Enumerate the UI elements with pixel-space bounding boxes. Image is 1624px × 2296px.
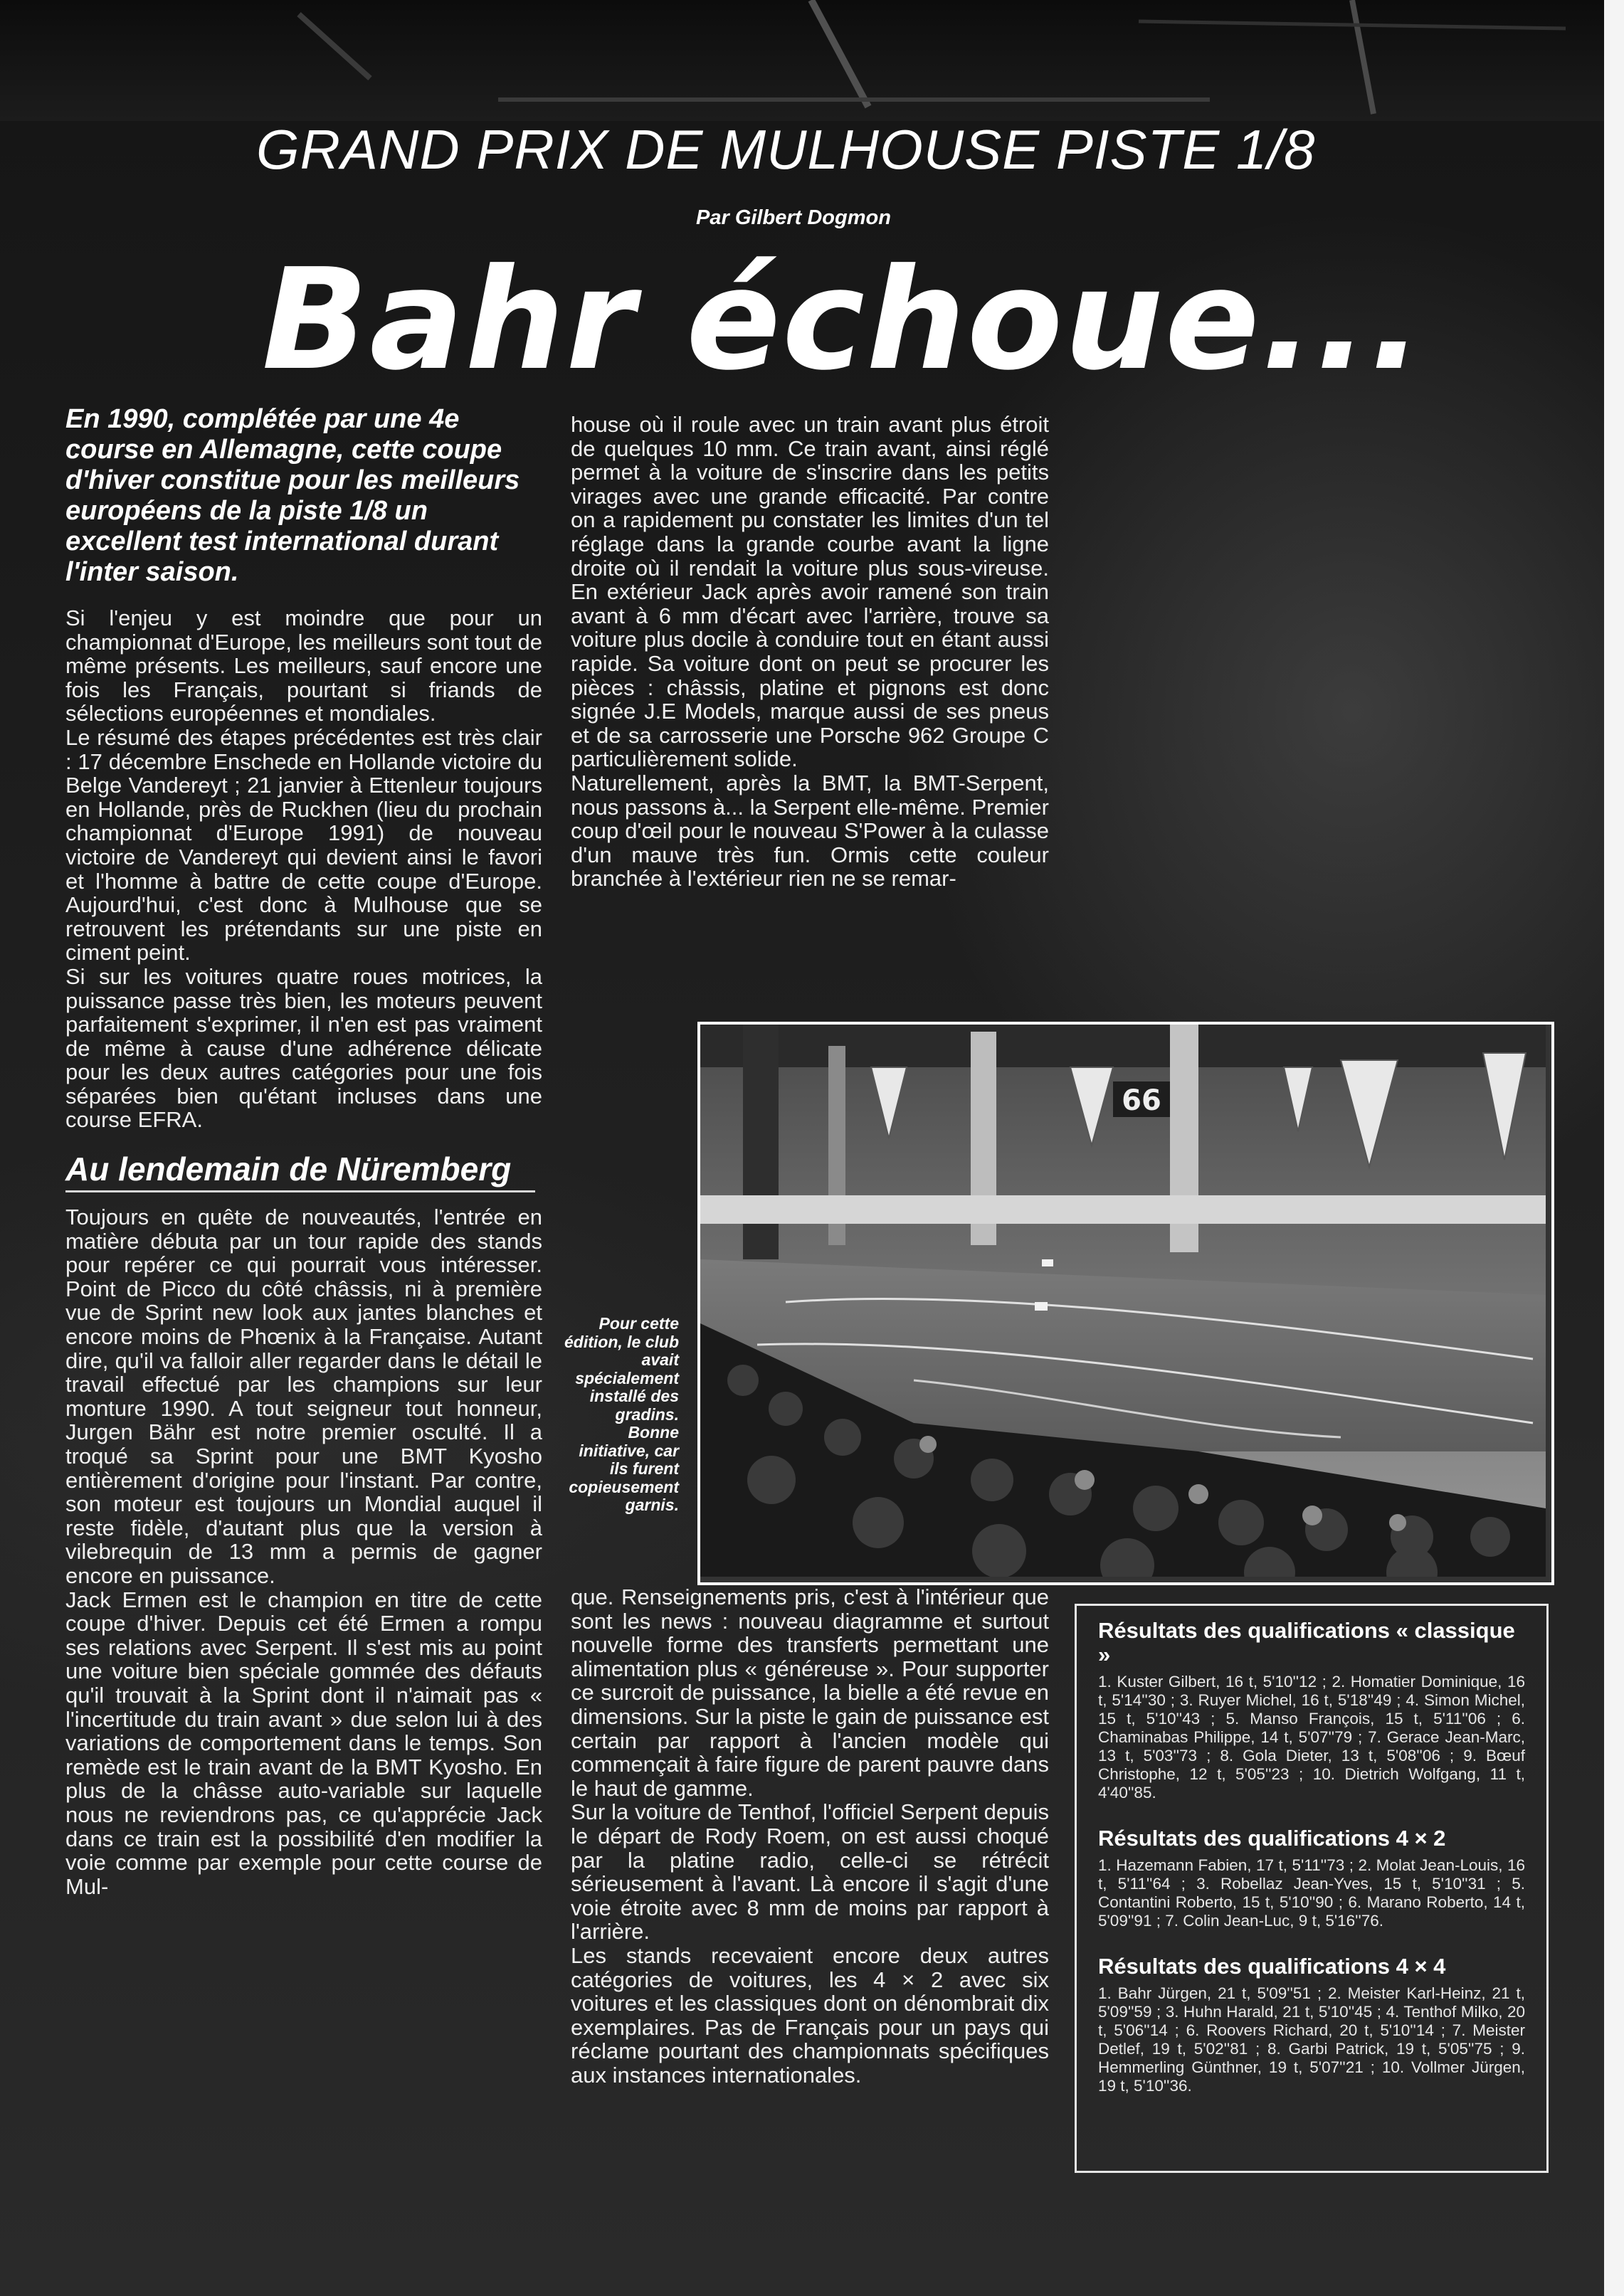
results-body-4x2: 1. Hazemann Fabien, 17 t, 5'11''73 ; 2. Molat Jean-Louis, 16 t, 5'11''64 ; 3. Robellaz Jean-Yves, 15 t, 5'10''31 ; 5. Contantini Roberto, 15 t, 5'10''90 ; 6. Marano Roberto, 14 t, 5'09''91 ; 7. Colin Jean-Luc, 9 t, 5'16''76. <box>1098 1856 1525 1930</box>
article-kicker: GRAND PRIX DE MULHOUSE PISTE 1/8 <box>256 118 1316 181</box>
photo-caption: Pour cette édition, le club avait spécialement installé des gradins. Bonne initiative, car ils furent copieusement garnis. <box>564 1314 679 1514</box>
race-hall-photo <box>697 1022 1554 1585</box>
paragraph: que. Renseignements pris, c'est à l'intérieur que sont les news : nouveau diagramme et surtout nouvelle forme des transferts permettant une alimentation plus « généreuse ». Pour supporter ce surcroit de puissance, la bielle a été revue en dimensions. Sur la piste le gain de puissance est certain par rapport à l'ancien modèle qui commençait à faire figure de parent pauvre dans le haut de gamme. <box>571 1585 1049 1801</box>
left-body-text <box>65 606 542 1132</box>
article-byline: Par Gilbert Dogmon <box>696 206 891 229</box>
paragraph: Le résumé des étapes précédentes est très clair : 17 décembre Enschede en Hollande victoire du Belge Vandereyt ; 21 janvier à Ettenleur toujours en Hollande, près de Ruckhen (lieu du prochain championnat d'Europe 1991) de nouveau victoire de Vandereyt qui devient ainsi le favori et l'homme à battre de cette coupe d'Europe. Aujourd'hui, c'est donc à Mulhouse que se retrouvent les prétendants sur une piste en ciment peint. <box>65 724 542 966</box>
article-headline: Bahr échoue... <box>262 239 1425 401</box>
paragraph: house où il roule avec un train avant plus étroit de quelques 10 mm. Ce train avant, ainsi réglé permet à la voiture de s'inscrire dans les petits virages avec une grande efficacité. Par contre on a rapidement pu constater les limites d'un tel réglage dans la grande courbe avant la ligne droite où il rendait la voiture plus sous-vireuse. En extérieur Jack après avoir ramené son train avant à 6 mm d'écart avec l'arrière, trouve sa voiture plus docile à conduire tout en étant aussi rapide. Sa voiture dont on peut se procurer les pièces : châssis, platine et pignons est donc signée J.E Models, marque aussi de ses pneus et de sa carrosserie une Porsche 962 Groupe C particulièrement solide. <box>571 412 1049 772</box>
results-title-classique: Résultats des qualifications « classique » <box>1098 1618 1515 1667</box>
results-title-4x2: Résultats des qualifications 4 × 2 <box>1098 1826 1446 1851</box>
middle-column-bottom <box>571 1585 1049 2087</box>
number-banner <box>1113 1081 1170 1117</box>
results-box <box>1075 1604 1549 2173</box>
results-body-classique: 1. Kuster Gilbert, 16 t, 5'10''12 ; 2. Homatier Dominique, 16 t, 5'14''30 ; 3. Ruyer Michel, 16 t, 5'18''49 ; 4. Simon Michel, 15 t, 5'10''43 ; 5. Manso François, 15 t, 5'11''06 ; 6. Chaminabas Philippe, 14 t, 5'07''79 ; 7. Gerace Jean-Marc, 13 t, 5'03''73 ; 8. Gola Dieter, 13 t, 5'08''06 ; 9. Bœuf Christophe, 12 t, 5'05''23 ; 10. Dietrich Wolfgang, 11 t, 4'40''85. <box>1098 1673 1525 1802</box>
paragraph: Sur la voiture de Tenthof, l'officiel Serpent depuis le départ de Rody Roem, on est aussi choqué par la platine radio, celle-ci se rétrécit sérieusement à l'avant. Là encore il s'agit d'une voie étroite avec 8 mm de moins par rapport à l'arrière. <box>571 1799 1049 1945</box>
hall-ceiling-background <box>0 0 1604 121</box>
middle-column-top <box>571 413 1049 891</box>
left-column <box>65 404 542 1898</box>
paragraph: Naturellement, après la BMT, la BMT-Serpent, nous passons à... la Serpent elle-même. Premier coup d'œil pour le nouveau S'Power à la culasse d'un mauve très fun. Ormis cette couleur branchée à l'extérieur rien ne se remar- <box>571 770 1049 892</box>
paragraph: Les stands recevaient encore deux autres catégories de voitures, les 4 × 2 avec six voitures et les classiques dont on dénombrait dix exemplaires. Pas de Français pour un pays qui réclame pourtant des championnats spécifiques aux instances internationales. <box>571 1942 1049 2088</box>
race-track-illustration <box>700 1025 1546 1577</box>
article-lead: En 1990, complétée par une 4e course en Allemagne, cette coupe d'hiver constitue pour les meilleurs européens de la piste 1/8 un excellent test international durant l'inter saison. <box>65 404 520 587</box>
section-subhead: Au lendemain de Nüremberg <box>65 1150 535 1192</box>
paragraph: Toujours en quête de nouveautés, l'entrée en matière débuta par un tour rapide des stands pour repérer ce qui pourrait vous intéresser. Point de Picco du côté châssis, ni à première vue de Sprint new look aux jantes blanches et encore moins de Phœnix à la Française. Autant dire, qu'il va falloir aller regarder dans le détail le travail effectué par les champions sur leur monture 1990. A tout seigneur tout honneur, Jurgen Bähr est notre premier osculté. Il a troqué sa Sprint pour une BMT Kyosho entièrement d'origine pour l'instant. Par contre, son moteur est toujours un Mondial auquel il reste fidèle, d'autant plus que la version à vilebrequin de 13 mm a permis de gagner encore en puissance. <box>65 1205 542 1588</box>
banner-number-text: 66 <box>1122 1084 1161 1117</box>
results-title-4x4: Résultats des qualifications 4 × 4 <box>1098 1954 1446 1979</box>
page-edge <box>1604 0 1624 2296</box>
results-body-4x4: 1. Bahr Jürgen, 21 t, 5'09''51 ; 2. Meister Karl-Heinz, 21 t, 5'09''59 ; 3. Huhn Harald, 21 t, 5'10''45 ; 4. Tenthof Milko, 20 t, 5'06''14 ; 6. Roovers Richard, 20 t, 5'10''14 ; 7. Meister Detlef, 19 t, 5'02''81 ; 8. Garbi Patrick, 19 t, 5'05''75 ; 9. Hemmerling Günthner, 19 t, 5'07''21 ; 10. Vollmer Jürgen, 19 t, 5'10''36. <box>1098 1984 1525 2095</box>
paragraph: Si l'enjeu y est moindre que pour un championnat d'Europe, les meilleurs sont tout de même présents. Les meilleurs, sauf encore une fois les Français, pourtant si friands de sélections européennes et mondiales. <box>65 605 542 726</box>
left-body-text-2 <box>65 1205 542 1898</box>
paragraph: Jack Ermen est le champion en titre de cette coupe d'hiver. Depuis cet été Ermen a rompu ses relations avec Serpent. Il s'est mis au point une voiture bien spéciale gommée des défauts qu'il trouvait à la Sprint dont il n'aimait pas « l'incertitude du train avant » due selon lui à des variations de comportement dans le temps. Son remède est le train avant de la BMT Kyosho. En plus de la châsse auto-variable sur laquelle nous ne reviendrons pas, ce qu'apprécie Jack dans ce train est la possibilité d'en modifier la voie comme par exemple pour cette course de Mul- <box>65 1587 542 1899</box>
paragraph: Si sur les voitures quatre roues motrices, la puissance passe très bien, les moteurs peuvent parfaitement s'exprimer, il n'en est pas vraiment de même à cause d'une adhérence délicate pour les deux autres catégories pour une fois séparées bien qu'étant incluses dans une course EFRA. <box>65 963 542 1133</box>
